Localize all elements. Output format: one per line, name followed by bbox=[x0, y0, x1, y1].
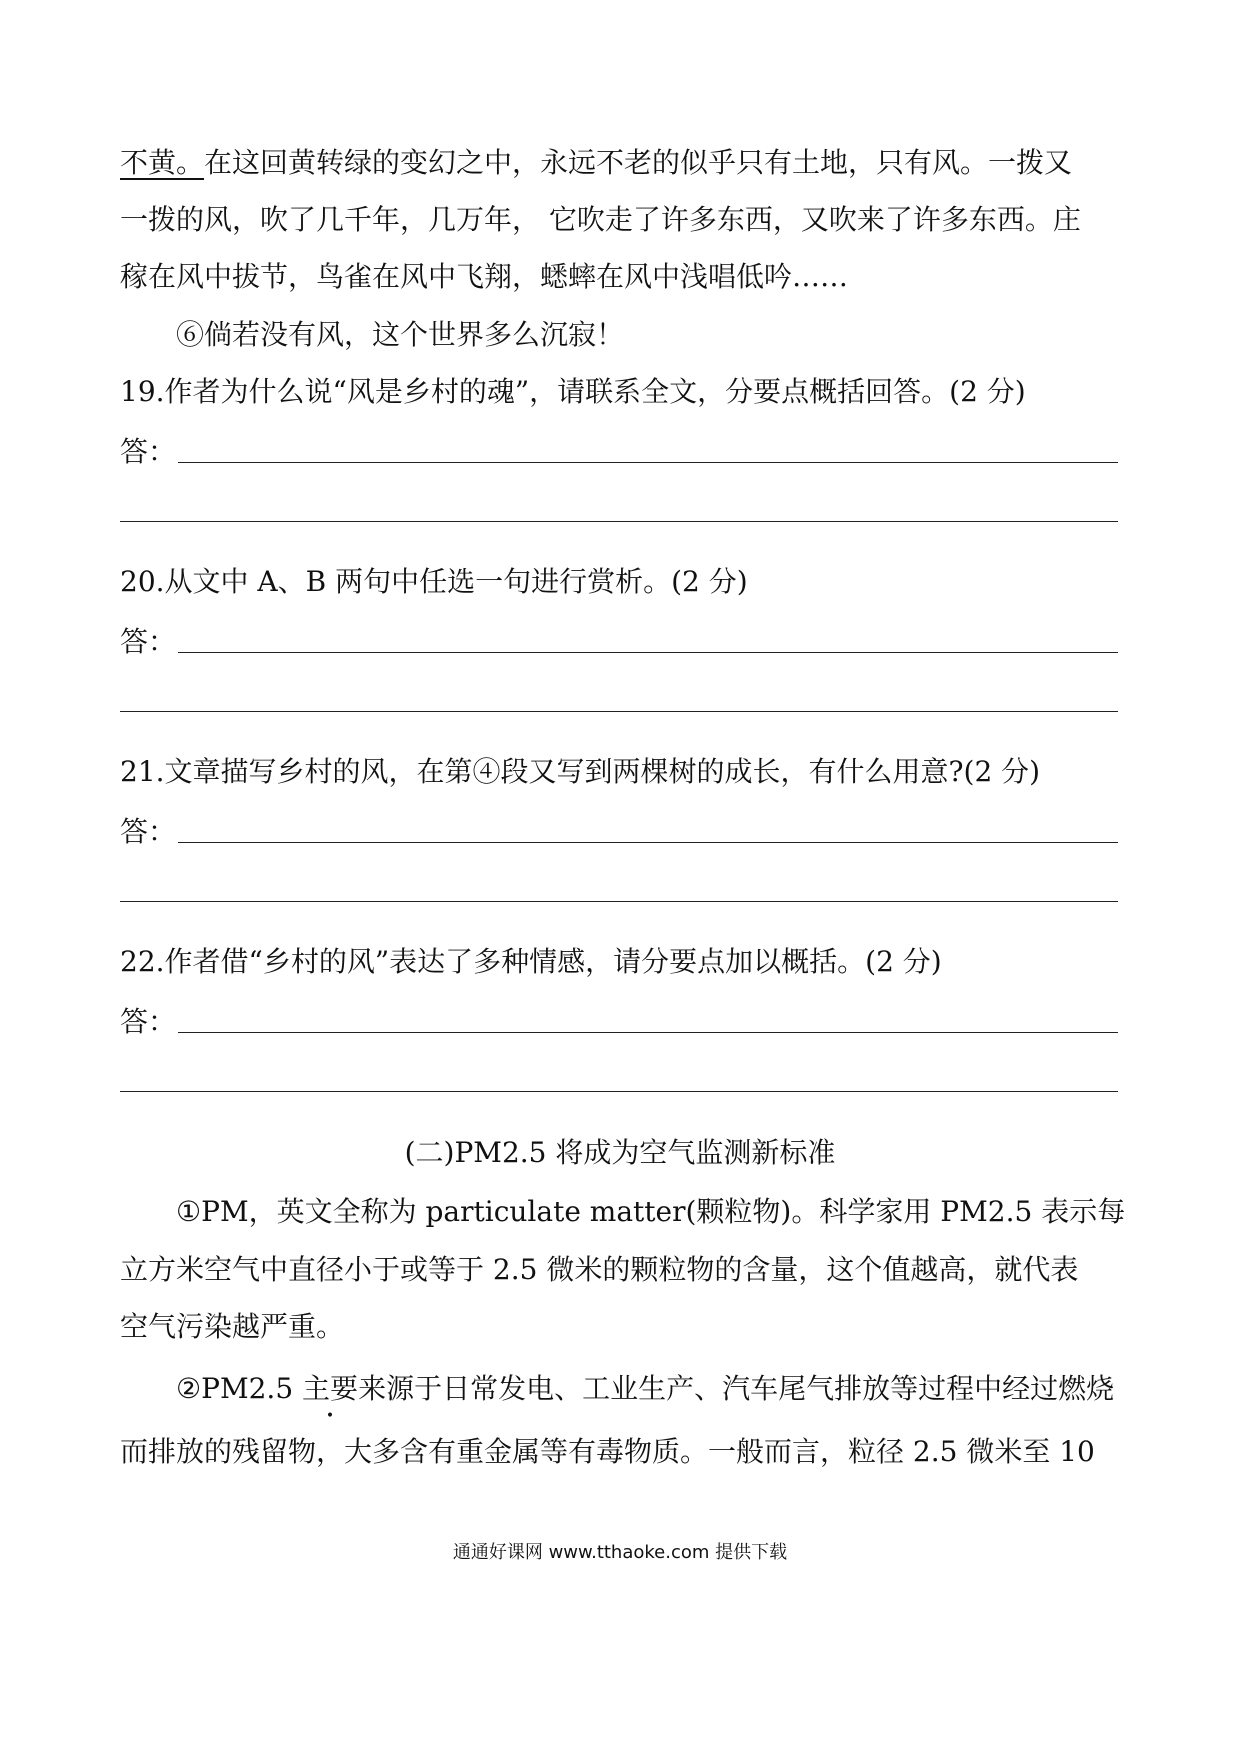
section-2-paragraph-1-line-1: ①PM，英文全称为 particulate matter(颗粒物)。科学家用 PM2.5 表示每 bbox=[176, 1195, 1126, 1228]
passage-paragraph-6: ⑥倘若没有风，这个世界多么沉寂！ bbox=[176, 318, 625, 351]
section-2-paragraph-2-line-2: 而排放的残留物，大多含有重金属等有毒物质。一般而言，粒径 2.5 微米至 10 bbox=[120, 1435, 1095, 1468]
emphasized-word: 主要 bbox=[302, 1372, 359, 1405]
answer-line-21b[interactable] bbox=[120, 901, 1118, 902]
passage-line-2: 一拨的风，吹了几千年，几万年， 它吹走了许多东西，又吹来了许多东西。庄 bbox=[120, 203, 1081, 236]
page-footer: 通通好课网 www.tthaoke.com 提供下载 bbox=[452, 1542, 788, 1563]
answer-line-19a[interactable] bbox=[178, 462, 1118, 463]
answer-line-21a[interactable] bbox=[178, 842, 1118, 843]
question-21: 21.文章描写乡村的风，在第④段又写到两棵树的成长，有什么用意?(2 分) bbox=[120, 755, 1041, 788]
answer-line-22a[interactable] bbox=[178, 1032, 1118, 1033]
answer-line-19b[interactable] bbox=[120, 521, 1118, 522]
answer-line-20b[interactable] bbox=[120, 711, 1118, 712]
passage-line-3: 稼在风中拔节，鸟雀在风中飞翔，蟋蟀在风中浅唱低吟…… bbox=[120, 260, 849, 293]
answer-label-20: 答： bbox=[120, 625, 177, 658]
underlined-phrase: 不黄。 bbox=[120, 146, 205, 179]
question-22: 22.作者借“乡村的风”表达了多种情感，请分要点加以概括。(2 分) bbox=[120, 945, 942, 978]
answer-line-20a[interactable] bbox=[178, 652, 1118, 653]
answer-label-22: 答： bbox=[120, 1005, 177, 1038]
question-20: 20.从文中 A、B 两句中任选一句进行赏析。(2 分) bbox=[120, 565, 748, 598]
question-19: 19.作者为什么说“风是乡村的魂”，请联系全文，分要点概括回答。(2 分) bbox=[120, 375, 1026, 408]
answer-line-22b[interactable] bbox=[120, 1091, 1118, 1092]
section-2-paragraph-1-line-3: 空气污染越严重。 bbox=[120, 1310, 345, 1343]
section-title: (二)PM2.5 将成为空气监测新标准 bbox=[404, 1136, 836, 1169]
section-2-paragraph-2-line-1: ②PM2.5 主要来源于日常发电、工业生产、汽车尾气排放等过程中经过燃烧 bbox=[176, 1369, 1176, 1409]
answer-label-19: 答： bbox=[120, 435, 177, 468]
section-2-paragraph-1-line-2: 立方米空气中直径小于或等于 2.5 微米的颗粒物的含量，这个值越高，就代表 bbox=[120, 1253, 1079, 1286]
answer-label-21: 答： bbox=[120, 815, 177, 848]
passage-line-1: 不黄。在这回黄转绿的变幻之中，永远不老的似乎只有土地，只有风。一拨又 bbox=[120, 146, 1073, 179]
